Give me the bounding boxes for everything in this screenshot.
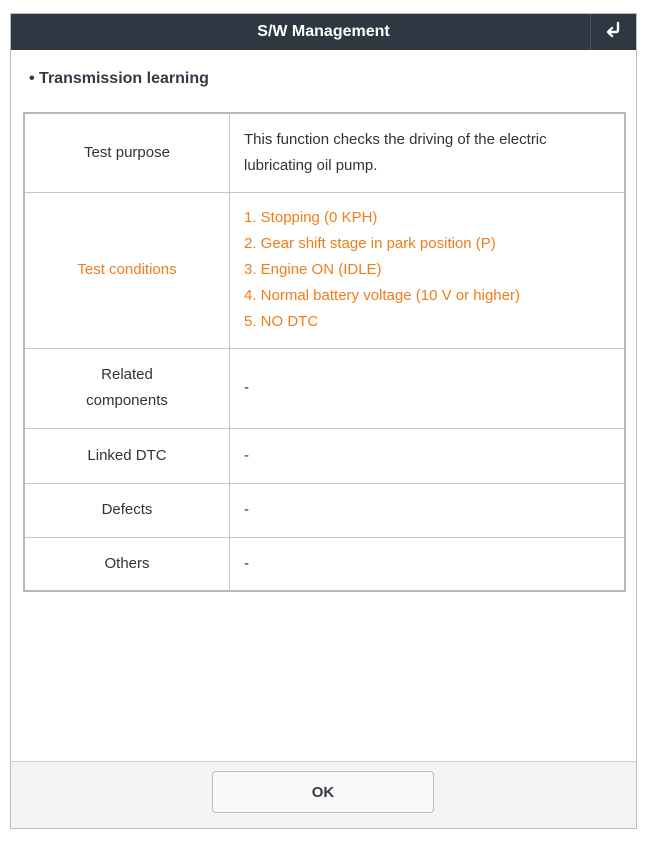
row-value: - bbox=[230, 483, 626, 537]
label-line: Related bbox=[101, 366, 153, 383]
window-title: S/W Management bbox=[257, 23, 390, 40]
row-value: - bbox=[230, 428, 626, 483]
ok-button[interactable]: OK bbox=[212, 771, 434, 813]
value-line: 4. Normal battery voltage (10 V or higher) bbox=[244, 287, 520, 304]
table-row bbox=[24, 428, 625, 483]
value-line: 2. Gear shift stage in park position (P) bbox=[244, 235, 496, 252]
info-table bbox=[23, 112, 626, 592]
row-label: Linked DTC bbox=[24, 428, 230, 483]
table-row bbox=[24, 113, 625, 192]
dialog-window bbox=[10, 13, 637, 829]
table-row bbox=[24, 192, 625, 348]
row-value bbox=[230, 192, 626, 348]
table-row bbox=[24, 537, 625, 591]
dialog-footer bbox=[11, 761, 636, 828]
label-line: components bbox=[86, 392, 168, 409]
section-heading: • Transmission learning bbox=[29, 70, 209, 87]
row-label: Test conditions bbox=[24, 192, 230, 348]
row-value: - bbox=[230, 348, 626, 428]
row-value: - bbox=[230, 537, 626, 591]
title-bar bbox=[11, 14, 636, 50]
value-line: 5. NO DTC bbox=[244, 313, 319, 330]
return-arrow-icon bbox=[604, 21, 624, 44]
table-row bbox=[24, 348, 625, 428]
row-label: Defects bbox=[24, 483, 230, 537]
value-line: lubricating oil pump. bbox=[244, 156, 378, 174]
row-value bbox=[230, 113, 626, 192]
table-row bbox=[24, 483, 625, 537]
value-line: 3. Engine ON (IDLE) bbox=[244, 261, 382, 278]
row-label bbox=[24, 348, 230, 428]
row-label: Test purpose bbox=[24, 113, 230, 192]
row-label: Others bbox=[24, 537, 230, 591]
back-button[interactable] bbox=[590, 14, 636, 50]
value-line: 1. Stopping (0 KPH) bbox=[244, 209, 378, 226]
value-line: This function checks the driving of the electric bbox=[244, 130, 547, 148]
